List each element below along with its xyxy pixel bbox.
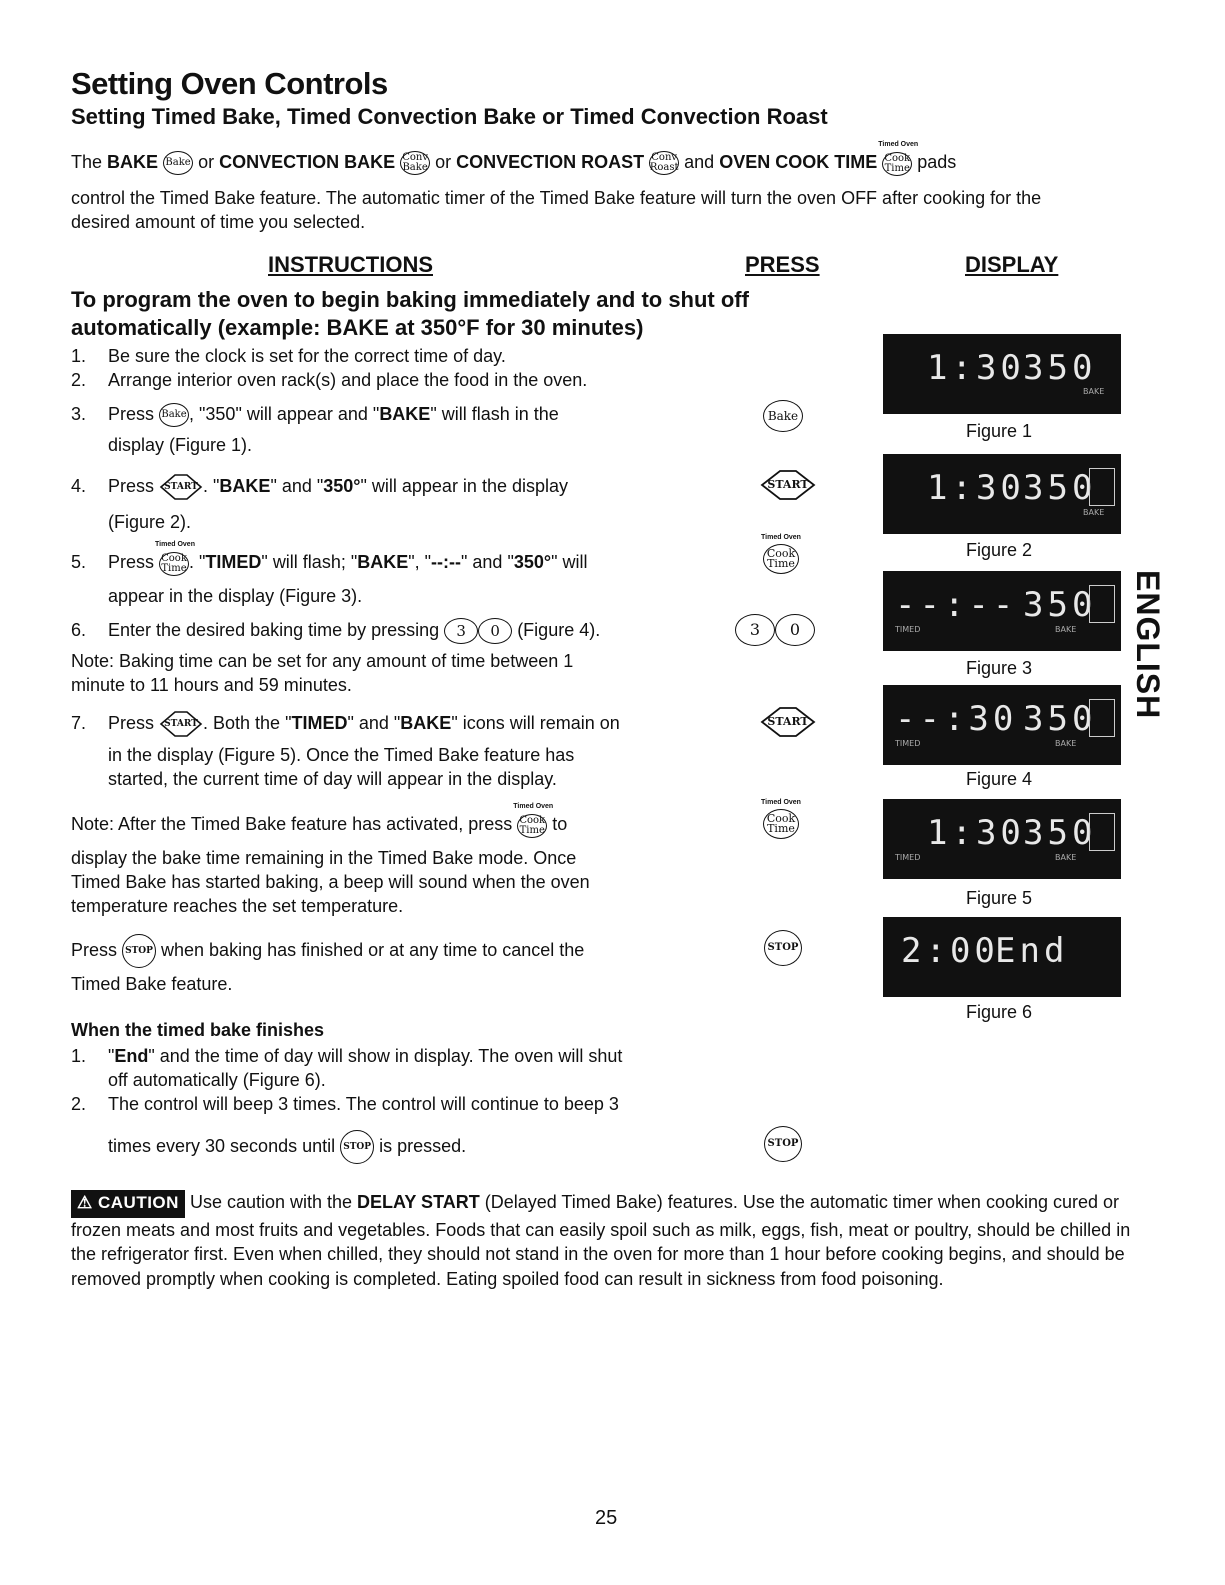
timed-oven-label: Timed Oven: [761, 799, 801, 806]
cook-time-pad-icon: Cook Time: [517, 814, 547, 838]
timed-oven-label: Timed Oven: [761, 534, 801, 541]
finish-heading: When the timed bake finishes: [71, 1020, 325, 1040]
section-subtitle: Setting Timed Bake, Timed Convection Bake or Timed Convection Roast: [71, 104, 828, 129]
convection-roast-label: CONVECTION ROAST: [456, 152, 645, 172]
display-figure-3: --:-- 350 TIMED BAKE: [883, 571, 1121, 651]
display-header: DISPLAY: [965, 252, 1059, 277]
number-0-pad-icon: 0: [478, 618, 512, 644]
press-stop-pad-icon: STOP: [764, 930, 802, 966]
warning-icon: ⚠: [77, 1193, 93, 1212]
instructions-header: INSTRUCTIONS: [268, 252, 433, 277]
intro-line-2: control the Timed Bake feature. The automatic timer of the Timed Bake feature will turn the oven OFF after cooking for the: [71, 188, 1042, 208]
step-5: 5. Press Timed Oven Cook Time . "TIMED" will flash; "BAKE", "--:--" and "350°" will appear in the display (Figure 3).: [71, 540, 588, 606]
press-cook-time-pad: [756, 534, 806, 574]
display-figure-5: 1:30 350 TIMED BAKE: [883, 799, 1121, 879]
press-cook-time-pad-icon: Cook Time: [763, 809, 799, 839]
figure-5-caption: Figure 5: [966, 888, 1033, 908]
stop-pad-icon: STOP: [340, 1130, 374, 1164]
note-baking-time: Note: Baking time can be set for any amount of time between 1 minute to 11 hours and 59 minutes.: [71, 651, 574, 695]
conv-bake-pad-icon: Conv Bake: [400, 151, 430, 175]
timed-oven-label: Timed Oven: [155, 540, 195, 548]
press-bake-pad-icon: Bake: [763, 400, 803, 432]
figure-2-caption: Figure 2: [966, 540, 1033, 560]
press-stop-note: Press STOP when baking has finished or at any time to cancel the Timed Bake feature.: [71, 934, 691, 996]
page-number: 25: [595, 1507, 618, 1529]
program-heading: To program the oven to begin baking immediately and to shut off automatically (example: BAKE at 350°F for 30 minutes): [71, 287, 749, 340]
intro-paragraph: The BAKE Bake or CONVECTION BAKE Conv Bake or CONVECTION ROAST Conv Roast and OVEN COOK TIME Timed Oven Cook Time pads control the Timed Bake feature. The automatic timer of the Timed Bake feature will turn the oven OFF after cooking for the desired amount of time you selected.: [71, 150, 1151, 234]
bake-label: BAKE: [107, 152, 159, 172]
language-side-tab: ENGLISH: [1130, 570, 1166, 720]
number-3-pad-icon: 3: [444, 618, 478, 644]
caution-badge: ⚠ CAUTION: [71, 1190, 185, 1218]
figure-4-caption: Figure 4: [966, 769, 1033, 789]
timed-oven-label: Timed Oven: [513, 802, 554, 810]
start-pad-icon: START: [159, 474, 203, 500]
press-cook-time-pad-2: [756, 799, 806, 839]
page-title: Setting Oven Controls: [71, 66, 388, 101]
finish-step-1: 1. "End" and the time of day will show in display. The oven will shut off automatically (Figure 6).: [71, 1046, 623, 1090]
step-7: 7. Press START . Both the "TIMED" and "BAKE" icons will remain on in the display (Figure 5). Once the Timed Bake feature has started, the current time of day will appear in the display.: [71, 713, 620, 790]
intro-line-3: desired amount of time you selected.: [71, 212, 366, 232]
cook-time-pad-icon: Cook Time: [159, 552, 189, 576]
conv-roast-pad-icon: Conv Roast: [649, 152, 679, 174]
figure-6-caption: Figure 6: [966, 1002, 1033, 1022]
caution-paragraph: ⚠ CAUTION Use caution with the DELAY START (Delayed Timed Bake) features. Use the automatic timer when cooking cured or frozen meats and most fruits and vegetables. Foods that can easily spoil such as milk, eggs, fish, meat or poultry, should be chilled in the refrigerator first. Even when chilled, they should not stand in the oven for more than 1 hour before cooking begins, and should be removed promptly when cooking is completed. Eating spoiled food can result in sickness from food poisoning.: [71, 1192, 1131, 1289]
figure-3-caption: Figure 3: [966, 658, 1033, 678]
display-figure-2: 1:30 350 BAKE: [883, 454, 1121, 534]
cook-time-pad-icon: Cook Time: [882, 152, 912, 176]
oven-cook-time-label: OVEN COOK TIME: [719, 152, 878, 172]
bake-pad-icon: Bake: [163, 151, 193, 175]
convection-bake-label: CONVECTION BAKE: [219, 152, 396, 172]
figure-1-caption: Figure 1: [966, 421, 1033, 441]
press-number-0-pad-icon: 0: [775, 614, 815, 646]
press-cook-time-pad-icon: Cook Time: [763, 544, 799, 574]
display-figure-4: --:30 350 TIMED BAKE: [883, 685, 1121, 765]
display-figure-6: 2:00 End: [883, 917, 1121, 997]
bake-pad-icon: Bake: [159, 403, 189, 427]
step-4: 4. Press START . "BAKE" and "350°" will appear in the display (Figure 2).: [71, 476, 569, 533]
finish-step-2: 2. The control will beep 3 times. The control will continue to beep 3 times every 30 seconds until STOP is pressed.: [71, 1092, 691, 1162]
press-header: PRESS: [745, 252, 820, 277]
timed-oven-label: Timed Oven: [878, 140, 919, 148]
press-3-0-pads: [735, 614, 815, 646]
press-start-pad-icon-2: START: [760, 707, 816, 737]
press-stop-pad-icon-2: STOP: [764, 1126, 802, 1162]
stop-pad-icon: STOP: [122, 934, 156, 968]
display-figure-1: 1:30 350 BAKE: [883, 334, 1121, 414]
press-number-3-pad-icon: 3: [735, 614, 775, 646]
press-start-pad-icon: START: [760, 470, 816, 500]
step-3: 3. Press Bake , "350" will appear and "BAKE" will flash in the display (Figure 1).: [71, 404, 559, 456]
start-pad-icon: START: [159, 711, 203, 737]
note-after-activation: Note: After the Timed Bake feature has activated, press Timed Oven Cook Time to display the bake time remaining in the Timed Bake mode. Once Timed Bake has started baking, a beep will sound when the oven temperature reaches the set temperature.: [71, 802, 590, 916]
